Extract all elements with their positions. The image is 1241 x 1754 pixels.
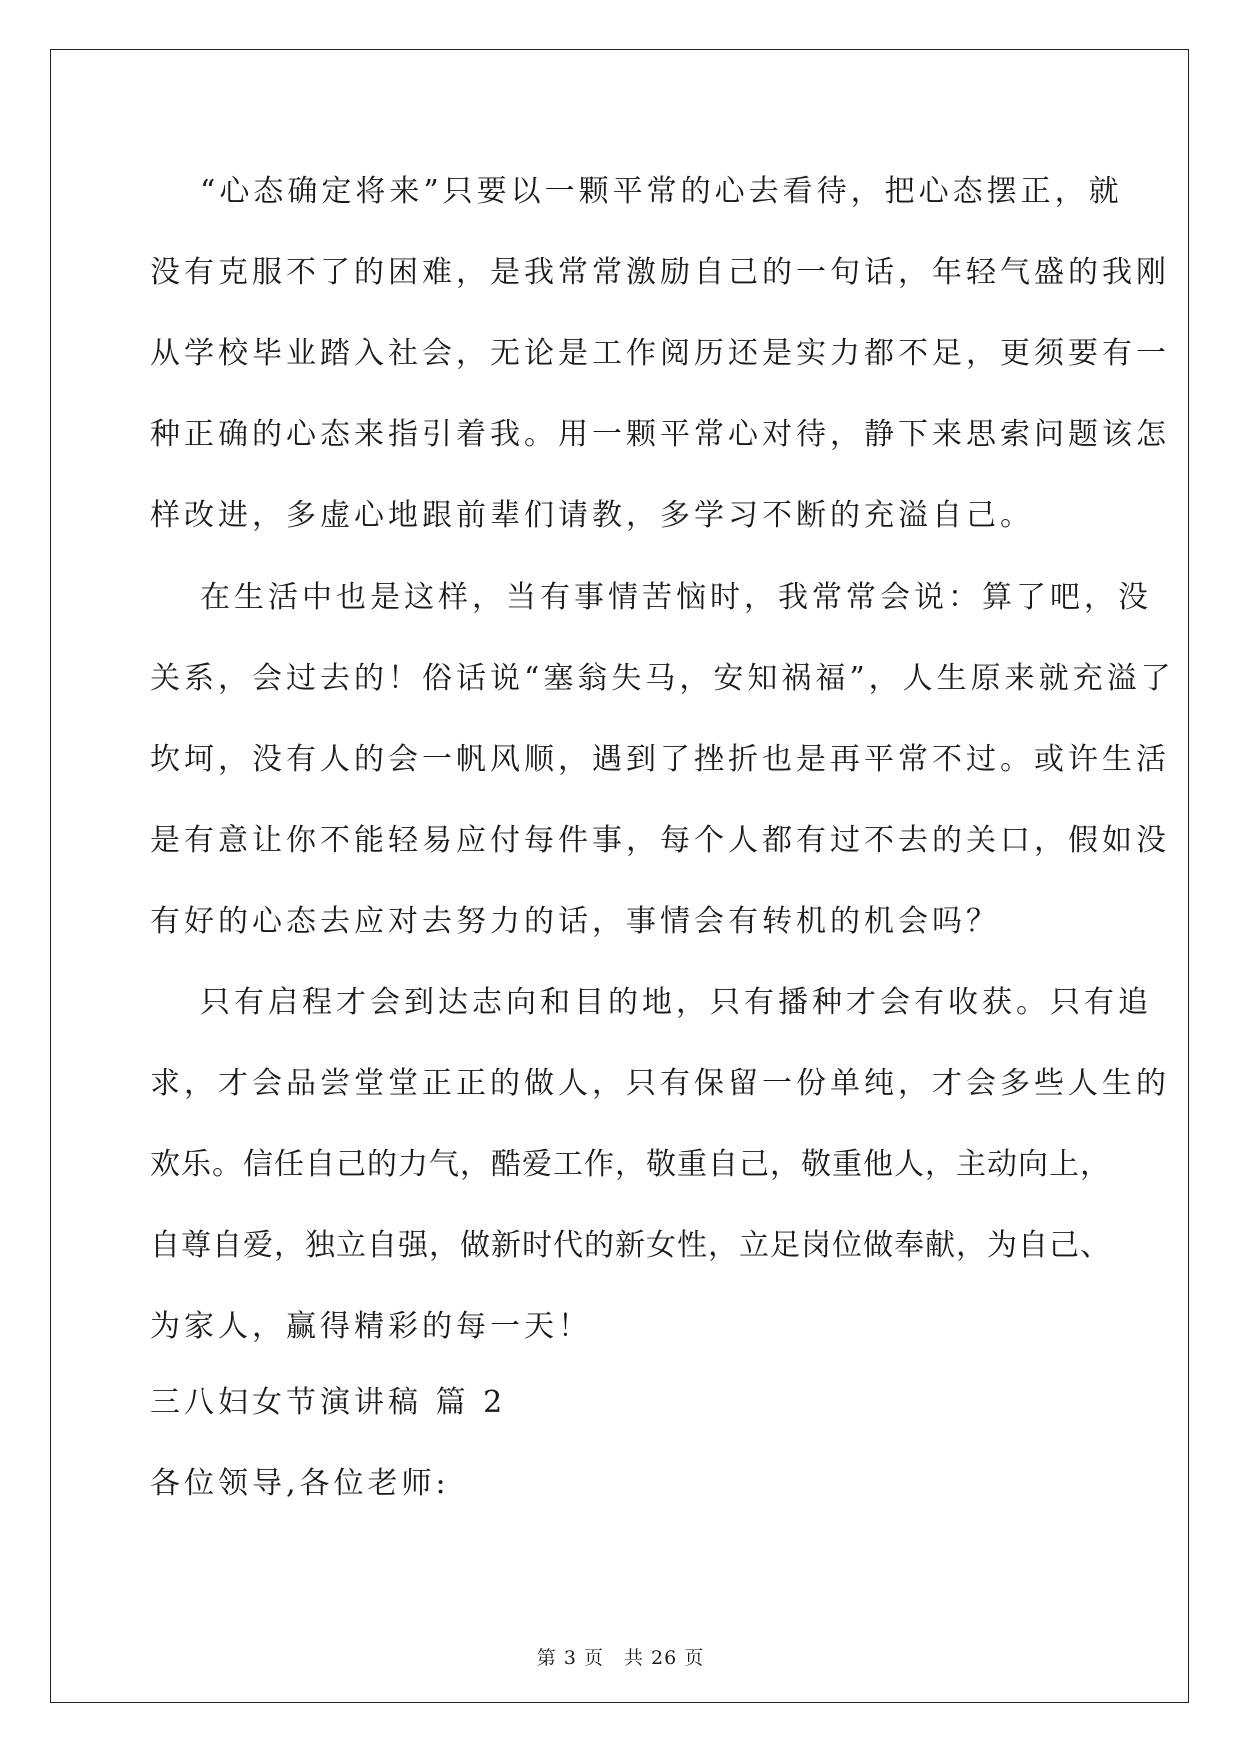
paragraph-2-line-2: 关系，会过去的！俗话说“塞翁失马，安知祸福”，人生原来就充溢了 — [150, 661, 1175, 696]
paragraph-2-line-1: 在生活中也是这样，当有事情苦恼时，我常常会说：算了吧，没 — [200, 580, 1152, 615]
paragraph-3-line-1: 只有启程才会到达志向和目的地，只有播种才会有收获。只有追 — [200, 985, 1152, 1020]
page-border — [50, 49, 1189, 1703]
paragraph-3-line-4: 自尊自爱，独立自强，做新时代的新女性，立足岗位做奉献，为自己、 — [150, 1228, 1111, 1263]
paragraph-2-line-5: 有好的心态去应对去努力的话，事情会有转机的机会吗？ — [150, 904, 1000, 939]
section-heading: 三八妇女节演讲稿 篇 2 — [150, 1385, 507, 1420]
paragraph-3-line-5: 为家人，赢得精彩的每一天！ — [150, 1309, 592, 1344]
paragraph-3-line-2: 求，才会品尝堂堂正正的做人，只有保留一份单纯，才会多些人生的 — [150, 1066, 1170, 1101]
paragraph-3-line-3: 欢乐。信任自己的力气，酷爱工作，敬重自己，敬重他人，主动向上， — [150, 1147, 1111, 1182]
paragraph-2-line-3: 坎坷，没有人的会一帆风顺，遇到了挫折也是再平常不过。或许生活 — [150, 742, 1170, 777]
paragraph-2-line-4: 是有意让你不能轻易应付每件事，每个人都有过不去的关口，假如没 — [150, 823, 1170, 858]
paragraph-1-line-1: “心态确定将来”只要以一颗平常的心去看待，把心态摆正，就 — [200, 174, 1123, 209]
paragraph-1-line-2: 没有克服不了的困难，是我常常激励自己的一句话，年轻气盛的我刚 — [150, 255, 1170, 290]
paragraph-1-line-5: 样改进，多虚心地跟前辈们请教，多学习不断的充溢自己。 — [150, 498, 1034, 533]
paragraph-1-line-4: 种正确的心态来指引着我。用一颗平常心对待，静下来思索问题该怎 — [150, 417, 1170, 452]
salutation: 各位领导,各位老师: — [150, 1466, 450, 1501]
paragraph-1-line-3: 从学校毕业踏入社会，无论是工作阅历还是实力都不足，更须要有一 — [150, 336, 1170, 371]
page-number-footer: 第 3 页 共 26 页 — [536, 1647, 705, 1669]
